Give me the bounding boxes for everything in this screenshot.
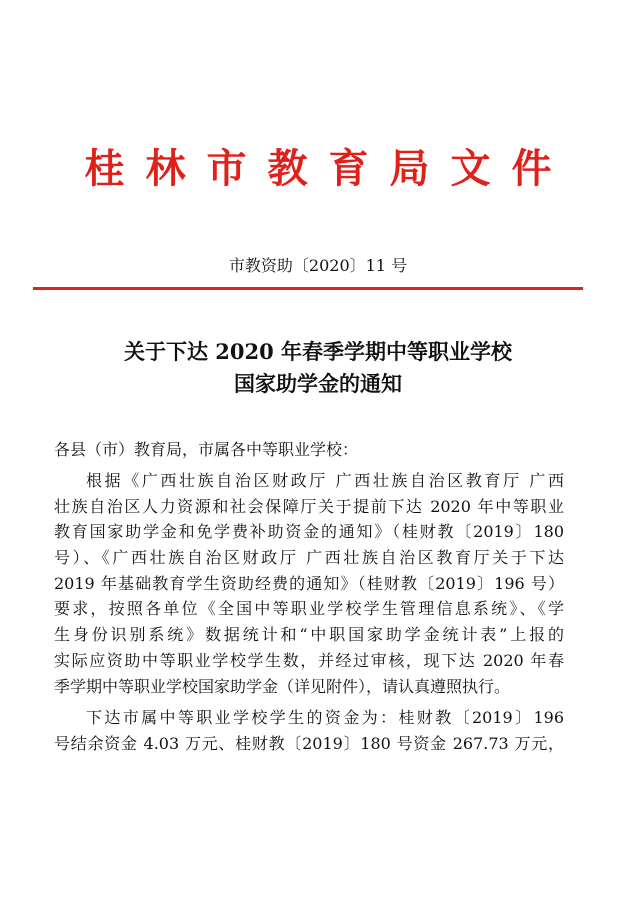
document-header-title: 桂林市教育局文件 bbox=[84, 146, 573, 192]
paragraph-line: 2019 年基础教育学生资助经费的通知》（桂财教〔2019〕196 号） bbox=[54, 573, 564, 593]
notice-title-line-1: 关于下达 2020 年春季学期中等职业学校 bbox=[123, 339, 513, 364]
document-number: 市教资助〔2020〕11 号 bbox=[228, 256, 408, 275]
paragraph-line: 号）、《广西壮族自治区财政厅 广西壮族自治区教育厅关于下达 bbox=[54, 548, 564, 568]
paragraph-line: 实际应资助中等职业学校学生数，并经过审核，现下达 2020 年春 bbox=[54, 650, 564, 670]
salutation: 各县（市）教育局，市属各中等职业学校： bbox=[54, 440, 359, 459]
paragraph-2 bbox=[54, 705, 564, 756]
paragraph-line: 根据《广西壮族自治区财政厅 广西壮族自治区教育厅 广西 bbox=[86, 471, 564, 490]
paragraph-line: 要求，按照各单位《全国中等职业学校学生管理信息系统》、《学 bbox=[54, 599, 564, 619]
paragraph-line: 教育国家助学金和免学费补助资金的通知》（桂财教〔2019〕180 bbox=[54, 522, 564, 542]
notice-title-line-2: 国家助学金的通知 bbox=[234, 371, 402, 396]
paragraph-line: 号结余资金 4.03 万元、桂财教〔2019〕180 号资金 267.73 万元， bbox=[54, 733, 564, 753]
paragraph-line: 生身份识别系统》数据统计和“中职国家助学金统计表”上报的 bbox=[54, 625, 564, 645]
notice-title bbox=[0, 336, 636, 400]
notice-body bbox=[54, 468, 564, 757]
paragraph-line: 壮族自治区人力资源和社会保障厅关于提前下达 2020 年中等职业 bbox=[54, 496, 564, 516]
paragraph-line: 下达市属中等职业学校学生的资金为：桂财教〔2019〕196 bbox=[86, 708, 564, 728]
red-divider-line bbox=[33, 287, 583, 290]
paragraph-1 bbox=[54, 468, 564, 699]
paragraph-line: 季学期中等职业学校国家助学金（详见附件），请认真遵照执行。 bbox=[54, 676, 511, 696]
